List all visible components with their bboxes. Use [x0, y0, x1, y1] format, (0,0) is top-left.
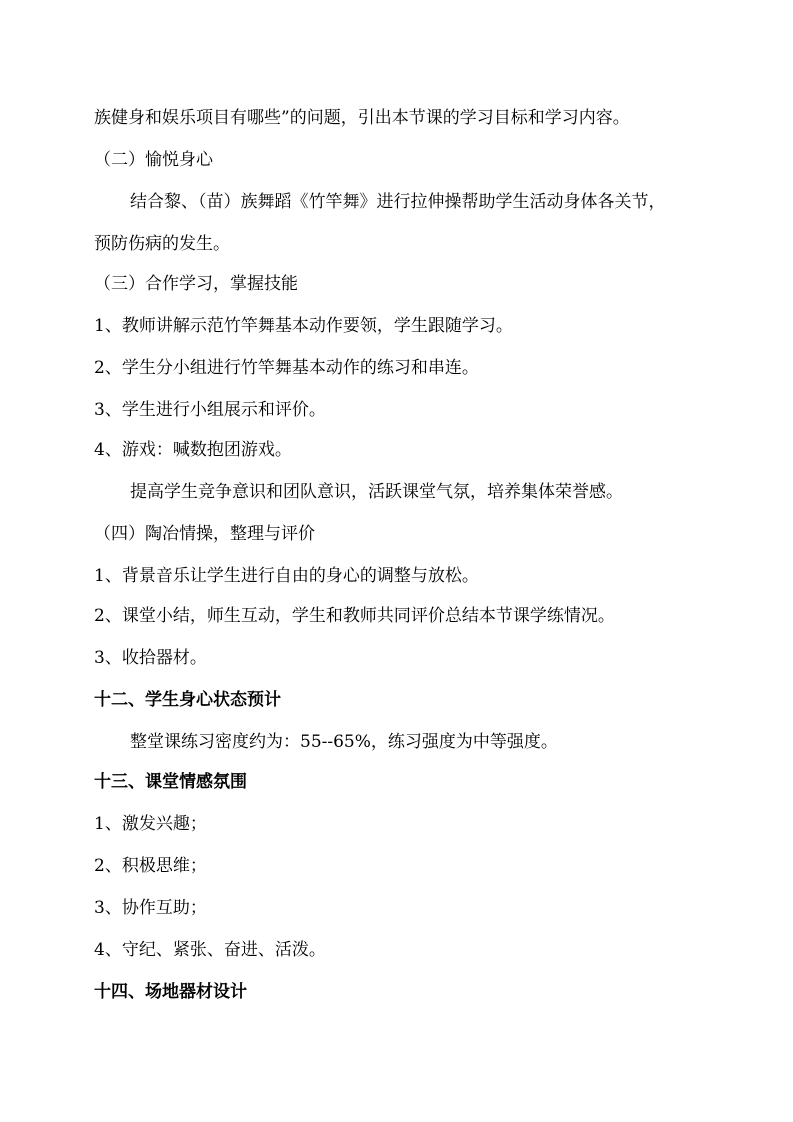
section-subheading: （二）愉悦身心 — [94, 150, 213, 170]
list-item: 3、学生进行小组展示和评价。 — [94, 400, 326, 420]
list-item: 2、积极思维； — [94, 856, 207, 876]
section-heading: 十三、课堂情感氛围 — [94, 772, 247, 792]
section-subheading: （四）陶冶情操，整理与评价 — [94, 524, 315, 544]
list-item: 4、守纪、紧张、奋进、活泼。 — [94, 940, 326, 960]
list-item: 3、协作互助； — [94, 898, 207, 918]
list-item: 3、收拾器材。 — [94, 648, 207, 668]
list-item: 2、课堂小结，师生互动，学生和教师共同评价总结本节课学练情况。 — [94, 606, 615, 626]
paragraph-line: 提高学生竞争意识和团队意识，活跃课堂气氛，培养集体荣誉感。 — [130, 482, 623, 502]
list-item: 2、学生分小组进行竹竿舞基本动作的练习和串连。 — [94, 358, 479, 378]
list-item: 1、背景音乐让学生进行自由的身心的调整与放松。 — [94, 566, 479, 586]
section-heading: 十二、学生身心状态预计 — [94, 690, 281, 710]
list-item: 1、教师讲解示范竹竿舞基本动作要领，学生跟随学习。 — [94, 316, 513, 336]
list-item: 4、游戏：喊数抱团游戏。 — [94, 440, 292, 460]
paragraph-line: 预防伤病的发生。 — [94, 234, 230, 254]
paragraph-line: 整堂课练习密度约为：55--65%，练习强度为中等强度。 — [130, 732, 558, 752]
list-item: 1、激发兴趣； — [94, 814, 207, 834]
paragraph-line: 族健身和娱乐项目有哪些”的问题，引出本节课的学习目标和学习内容。 — [94, 108, 630, 128]
paragraph-line: 结合黎、（苗）族舞蹈《竹竿舞》进行拉伸操帮助学生活动身体各关节， — [130, 192, 666, 212]
section-heading: 十四、场地器材设计 — [94, 982, 247, 1002]
section-subheading: （三）合作学习，掌握技能 — [94, 274, 298, 294]
